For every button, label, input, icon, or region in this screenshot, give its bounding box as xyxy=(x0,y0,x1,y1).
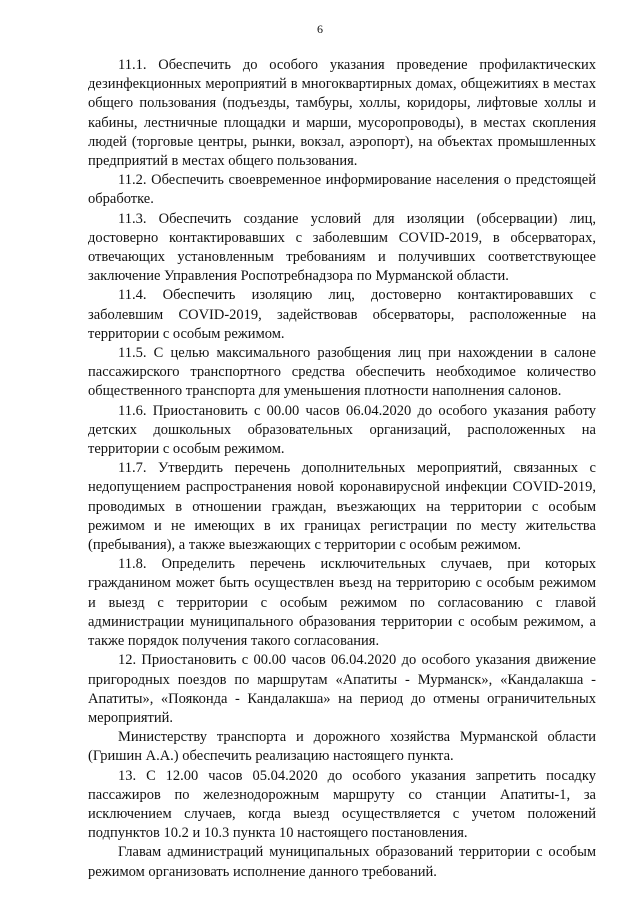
paragraph-12-ministry: Министерству транспорта и дорожного хозяйства Мурманской области (Гришин А.А.) обеспечить реализацию настоящего пункта. xyxy=(88,729,596,765)
paragraph-11-6: 11.6. Приостановить с 00.00 часов 06.04.2020 до особого указания работу детских дошкольных образовательных организаций, расположенных на территории с особым режимом. xyxy=(88,402,596,458)
paragraph-13: 13. С 12.00 часов 05.04.2020 до особого указания запретить посадку пассажиров по железнодорожным маршруту со станции Апатиты-1, за исключением случаев, когда выезд осуществляется с учетом положений подпунктов 10.2 и 10.3 пункта 10 настоящего постановления. xyxy=(88,767,596,842)
page-number: 6 xyxy=(317,22,323,36)
paragraph-11-2: 11.2. Обеспечить своевременное информирование населения о предстоящей обработке. xyxy=(88,172,596,208)
document-body xyxy=(88,56,596,882)
paragraph-11-1: 11.1. Обеспечить до особого указания проведение профилактических дезинфекционных мероприятий в многоквартирных домах, общежитиях в местах общего пользования (подъезды, тамбуры, холлы, коридоры, лифтовые холлы и кабины, лестничные площадки и марши, мусоропроводы), в местах скопления людей (торговые центры, рынки, вокзал, аэропорт), на объектах промышленных предприятий в местах общего пользования. xyxy=(88,57,596,170)
paragraph-12: 12. Приостановить с 00.00 часов 06.04.2020 до особого указания движение пригородных поездов по маршрутам «Апатиты - Мурманск», «Кандалакша - Апатиты», «Пояконда - Кандалакша» на период до отмены ограничительных мероприятий. xyxy=(88,652,596,726)
paragraph-11-5: 11.5. С целью максимального разобщения лиц при нахождении в салоне пассажирского транспортного средства обеспечить необходимое количество общественного транспорта для уменьшения плотности наполнения салонов. xyxy=(88,345,596,400)
paragraph-11-8: 11.8. Определить перечень исключительных случаев, при которых гражданином может быть осуществлен въезд на территорию с особым режимом и выезд с территории с особым режимом по согласованию с главой администрации муниципального образования территории с особым режимом, а также порядок получения такого согласования. xyxy=(88,556,596,650)
paragraph-11-4: 11.4. Обеспечить изоляцию лиц, достоверно контактировавших с заболевшим COVID-2019, задействовав обсерваторы, расположенные на территории с особым режимом. xyxy=(88,287,596,342)
paragraph-11-3: 11.3. Обеспечить создание условий для изоляции (обсервации) лиц, достоверно контактировавших с заболевшим COVID-2019, в обсерваторах, отвечающих установленным требованиям и получивших соответствующее заключение Управления Роспотребнадзора по Мурманской области. xyxy=(88,210,596,285)
paragraph-13-heads: Главам администраций муниципальных образований территории с особым режимом организовать исполнение данного требований. xyxy=(88,844,596,880)
paragraph-11-7: 11.7. Утвердить перечень дополнительных мероприятий, связанных с недопущением распространения новой коронавирусной инфекции COVID-2019, проводимых в отношении граждан, въезжающих на территории с особым режимом и не имеющих в их границах регистрации по месту жительства (пребывания), а также выезжающих с территории с особым режимом. xyxy=(88,460,596,554)
